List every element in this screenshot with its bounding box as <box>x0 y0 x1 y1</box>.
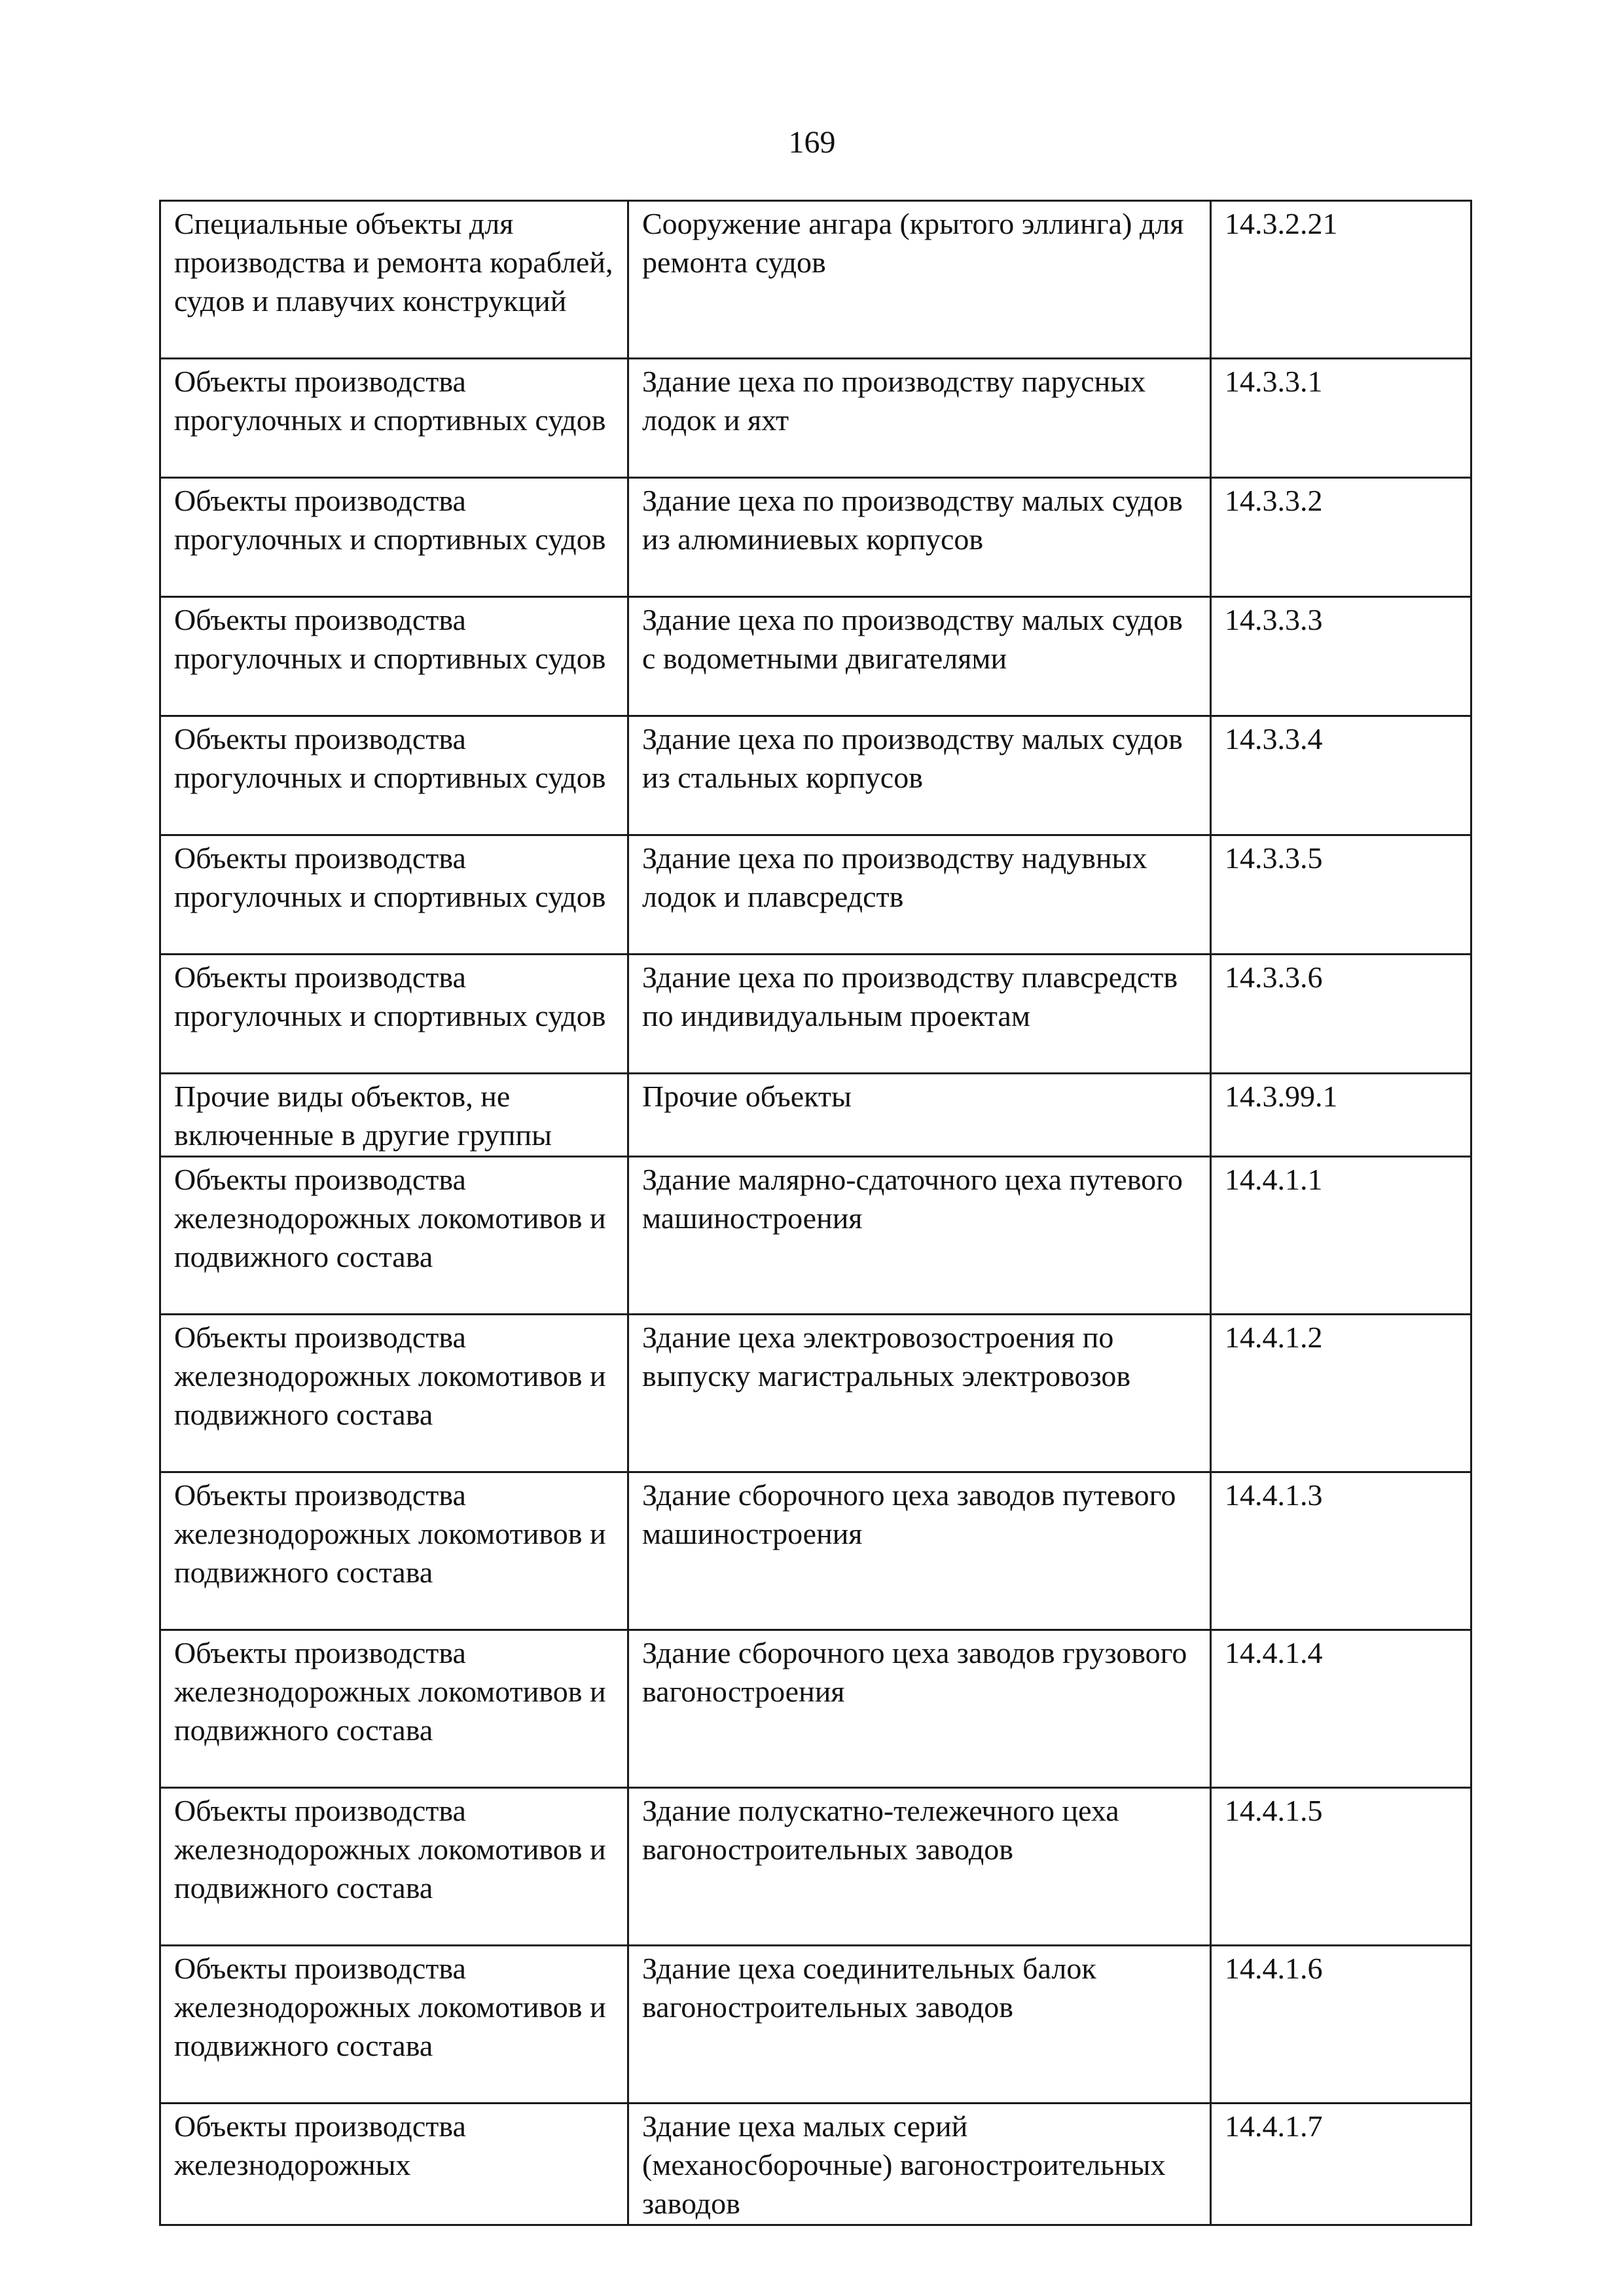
category-cell: Объекты производства железнодорожных локомотивов и подвижного состава <box>160 1315 628 1472</box>
object-cell: Здание полускатно-тележечного цеха вагоностроительных заводов <box>628 1788 1211 1946</box>
table-row <box>160 1788 1471 1946</box>
code-cell: 14.4.1.5 <box>1211 1788 1471 1946</box>
code-cell: 14.3.3.4 <box>1211 716 1471 835</box>
table-row <box>160 1315 1471 1472</box>
code-cell: 14.3.3.2 <box>1211 478 1471 597</box>
object-cell: Здание сборочного цеха заводов грузового вагоностроения <box>628 1630 1211 1788</box>
object-cell: Прочие объекты <box>628 1074 1211 1157</box>
object-cell: Здание цеха по производству малых судов из стальных корпусов <box>628 716 1211 835</box>
page-number: 169 <box>788 125 836 160</box>
code-cell: 14.4.1.1 <box>1211 1157 1471 1315</box>
category-cell: Объекты производства железнодорожных локомотивов и подвижного состава <box>160 1946 628 2104</box>
code-cell: 14.3.3.6 <box>1211 955 1471 1074</box>
table-row <box>160 1074 1471 1157</box>
category-cell: Объекты производства железнодорожных локомотивов и подвижного состава <box>160 1472 628 1630</box>
object-cell: Здание цеха по производству плавсредств по индивидуальным проектам <box>628 955 1211 1074</box>
object-cell: Здание цеха по производству парусных лодок и яхт <box>628 359 1211 478</box>
object-cell: Здание цеха электровозостроения по выпуску магистральных электровозов <box>628 1315 1211 1472</box>
table-row <box>160 1472 1471 1630</box>
code-cell: 14.4.1.7 <box>1211 2104 1471 2225</box>
table-row <box>160 2104 1471 2225</box>
table-row <box>160 201 1471 359</box>
table-row <box>160 1157 1471 1315</box>
table-row <box>160 1630 1471 1788</box>
code-cell: 14.4.1.2 <box>1211 1315 1471 1472</box>
category-cell: Объекты производства железнодорожных <box>160 2104 628 2225</box>
object-cell: Сооружение ангара (крытого эллинга) для ремонта судов <box>628 201 1211 359</box>
code-cell: 14.4.1.6 <box>1211 1946 1471 2104</box>
code-cell: 14.3.99.1 <box>1211 1074 1471 1157</box>
object-cell: Здание цеха по производству малых судов с водометными двигателями <box>628 597 1211 716</box>
table-row <box>160 835 1471 955</box>
table-row <box>160 716 1471 835</box>
category-cell: Объекты производства железнодорожных локомотивов и подвижного состава <box>160 1630 628 1788</box>
objects-table <box>159 200 1472 2226</box>
category-cell: Объекты производства прогулочных и спортивных судов <box>160 478 628 597</box>
table-row <box>160 1946 1471 2104</box>
category-cell: Объекты производства прогулочных и спортивных судов <box>160 716 628 835</box>
category-cell: Специальные объекты для производства и ремонта кораблей, судов и плавучих конструкций <box>160 201 628 359</box>
code-cell: 14.3.2.21 <box>1211 201 1471 359</box>
category-cell: Объекты производства железнодорожных локомотивов и подвижного состава <box>160 1157 628 1315</box>
code-cell: 14.3.3.3 <box>1211 597 1471 716</box>
code-cell: 14.3.3.1 <box>1211 359 1471 478</box>
object-cell: Здание цеха по производству надувных лодок и плавсредств <box>628 835 1211 955</box>
category-cell: Объекты производства прогулочных и спортивных судов <box>160 359 628 478</box>
table-row <box>160 955 1471 1074</box>
code-cell: 14.4.1.3 <box>1211 1472 1471 1630</box>
category-cell: Объекты производства железнодорожных локомотивов и подвижного состава <box>160 1788 628 1946</box>
code-cell: 14.3.3.5 <box>1211 835 1471 955</box>
category-cell: Прочие виды объектов, не включенные в другие группы <box>160 1074 628 1157</box>
category-cell: Объекты производства прогулочных и спортивных судов <box>160 955 628 1074</box>
table-row <box>160 359 1471 478</box>
object-cell: Здание цеха малых серий (механосборочные) вагоностроительных заводов <box>628 2104 1211 2225</box>
category-cell: Объекты производства прогулочных и спортивных судов <box>160 597 628 716</box>
table-row <box>160 597 1471 716</box>
object-cell: Здание цеха по производству малых судов из алюминиевых корпусов <box>628 478 1211 597</box>
object-cell: Здание малярно-сдаточного цеха путевого машиностроения <box>628 1157 1211 1315</box>
code-cell: 14.4.1.4 <box>1211 1630 1471 1788</box>
object-cell: Здание сборочного цеха заводов путевого машиностроения <box>628 1472 1211 1630</box>
table-row <box>160 478 1471 597</box>
object-cell: Здание цеха соединительных балок вагоностроительных заводов <box>628 1946 1211 2104</box>
category-cell: Объекты производства прогулочных и спортивных судов <box>160 835 628 955</box>
